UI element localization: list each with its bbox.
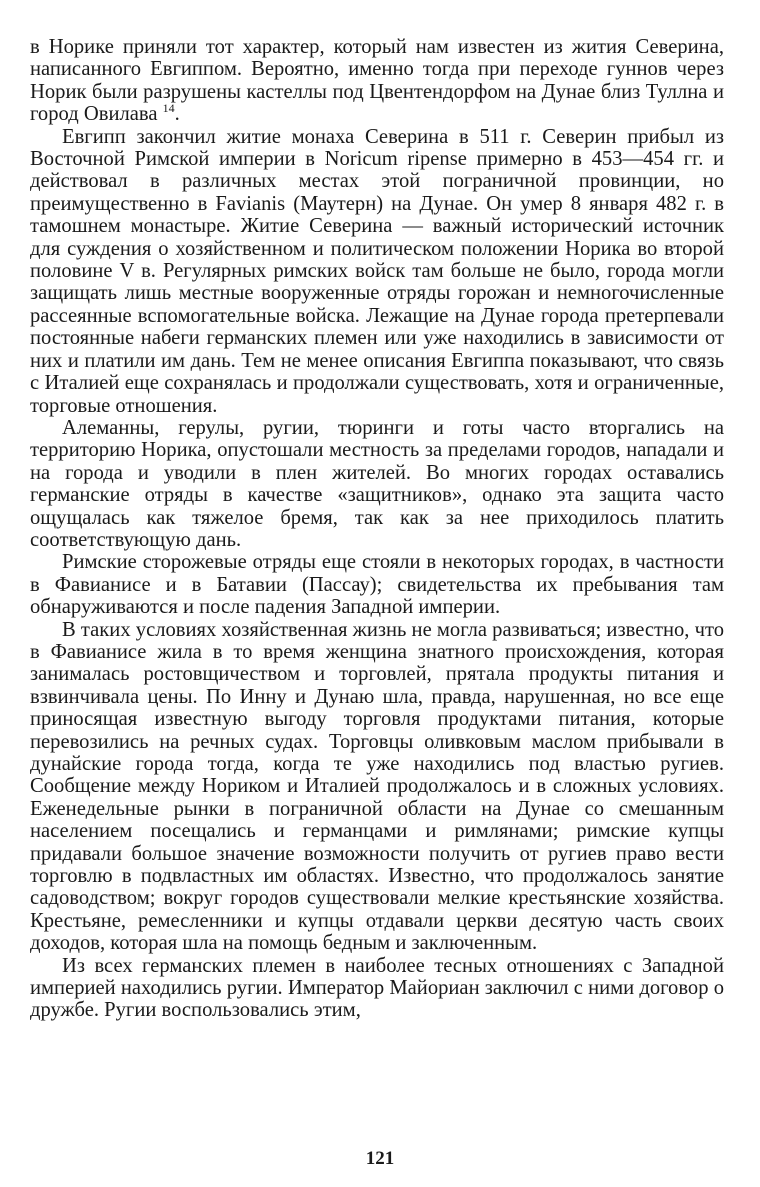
footnote-ref: 14 [162, 101, 175, 116]
paragraph-2: Евгипп закончил житие монаха Северина в 511 г. Северин прибыл из Восточной Римской империи в Noricum ripense примерно в 453—454 гг. и действовал в различных местах этой пограничной провинции, но преимущественно в Favianis (Маутерн) на Дунае. Он умер 8 января 482 г. в тамошнем монастыре. Житие Северина — важный исторический источник для суждения о хозяйственном и политическом положении Норика во второй половине V в. Регулярных римских войск там больше не было, города могли защищать лишь местные вооруженные отряды горожан и немногочисленные рассеянные вспомогательные войска. Лежащие на Дунае города претерпевали постоянные набеги германских племен или уже находились в зависимости от них и платили им дань. Тем не менее описания Евгиппа показывают, что связь с Италией еще сохранялась и продолжали существовать, хотя и ограниченные, торговые отношения. [30, 125, 724, 417]
paragraph-1: в Норике приняли тот характер, который нам известен из жития Северина, написанного Евгиппом. Вероятно, именно тогда при переходе гуннов через Норик были разрушены кастеллы под Цвентендорфом на Дунае близ Туллна и город Овилава $^{14}$. [30, 36, 724, 126]
paragraph-4: Римские сторожевые отряды еще стояли в некоторых городах, в частности в Фавианисе и в Батавии (Пассау); свидетельства их пребывания там обнаруживаются и после падения Западной империи. [30, 551, 724, 619]
paragraph-3: Алеманны, герулы, ругии, тюринги и готы часто вторгались на территорию Норика, опустошали местность за пределами городов, нападали и на города и уводили в плен жителей. Во многих городах оставались германские отряды в качестве «защитников», однако эта защита часто ощущалась как тяжелое бремя, так как за нее приходилось платить соответствующую дань. [30, 416, 724, 551]
paragraph-5: В таких условиях хозяйственная жизнь не могла развиваться; известно, что в Фавианисе жила в то время женщина знатного происхождения, которая занималась ростовщичеством и торговлей, прятала продукты питания и взвинчивала цены. По Инну и Дунаю шла, правда, нарушенная, но все еще приносящая известную выгоду торговля продуктами питания, которые перевозились на речных судах. Торговцы оливковым маслом прибывали в дунайские города тогда, когда те уже находились под властью ругиев. Сообщение между Нориком и Италией продолжалось и в сложных условиях. Еженедельные рынки в пограничной области на Дунае со смешанным населением посещались и германцами и римлянами; римские купцы придавали большое значение возможности получить от ругиев право вести торговлю в подвластных им областях. Известно, что продолжалось занятие садоводством; вокруг городов существовали мелкие крестьянские хозяйства. Крестьяне, ремесленники и купцы отдавали церкви десятую часть своих доходов, которая шла на помощь бедным и заключенным. [30, 618, 724, 955]
paragraph-6: Из всех германских племен в наиболее тесных отношениях с Западной империей находились ругии. Император Майориан заключил с ними договор о дружбе. Ругии воспользовались этим, [30, 954, 724, 1022]
paragraph-1-text: в Норике приняли тот характер, который нам известен из жития Северина, написанного Евгиппом. Вероятно, именно тогда при переходе гуннов через Норик были разрушены кастеллы под Цвентендорфом на Дунае близ Туллна и город Овилава [30, 36, 724, 126]
page-body [30, 36, 724, 1022]
page-number: 121 [365, 1148, 395, 1169]
